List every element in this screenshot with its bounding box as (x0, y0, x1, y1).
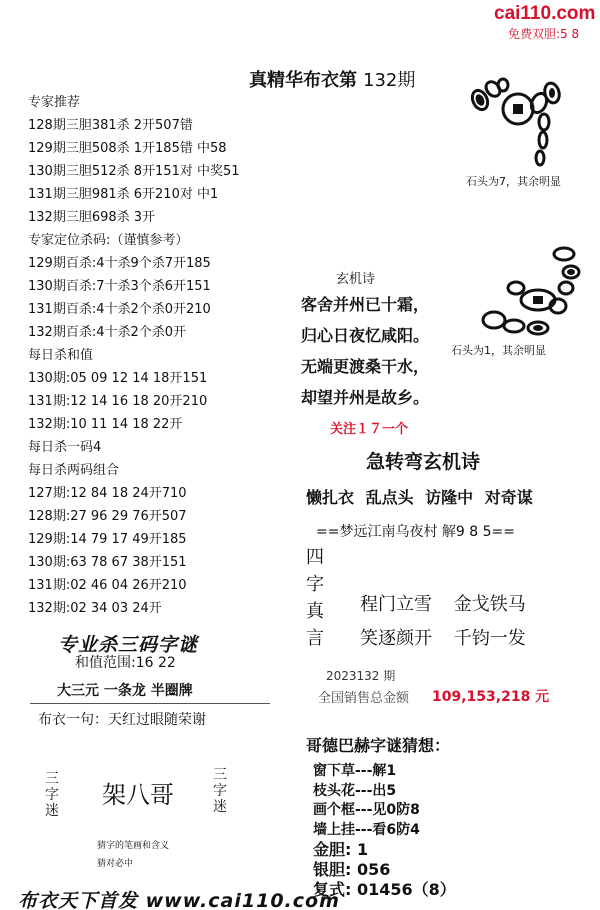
list-item: 专家定位杀码:（谨慎参考） (28, 233, 189, 248)
goedel-title: 哥德巴赫字谜猜想： (306, 736, 451, 755)
list-item: 132期:10 11 14 18 22开 (28, 417, 183, 432)
idiom-line: 程门立雪 金戈铁马 (360, 594, 526, 615)
stone1-caption: 石头为1，其余明显 (451, 344, 546, 357)
list-item: 每日杀两码组合 (28, 463, 120, 478)
page-title-text: 真精华布衣第 (249, 70, 357, 91)
list-item: 130期:63 78 67 38开151 (28, 555, 187, 570)
list-item: 131期三胆981杀 6开210对 中1 (28, 187, 219, 202)
list-item: 127期:12 84 18 24开710 (28, 486, 187, 501)
riddle-hint: 猜对必中 (97, 859, 134, 869)
kill3-riddle-title: 专业杀三码字谜 (58, 634, 199, 656)
list-item: 墙上挂---看6防4 (313, 821, 420, 838)
list-item: 画个框---见0防8 (313, 802, 420, 819)
sales-amount: 109,153,218 元 (432, 689, 550, 705)
riddle-hint: 猜字的笔画和含义 (97, 841, 170, 851)
list-item: 每日杀一码4 (28, 440, 102, 455)
free-double-tip: 免费双胆:5 8 (508, 27, 580, 41)
list-item: 枝头花---出5 (313, 782, 397, 799)
list-item: 130期三胆512杀 8开151对 中奖51 (28, 164, 240, 179)
list-item: 132期百杀:4十杀2个杀0开 (28, 325, 187, 340)
list-item: 132期三胆698杀 3开 (28, 210, 156, 225)
bend-poem-title: 急转弯玄机诗 (366, 451, 481, 473)
list-item: 129期:14 79 17 49开185 (28, 532, 187, 547)
four-word-label: 四字真言 (306, 547, 324, 649)
list-item: 130期百杀:7十杀3个杀6开151 (28, 279, 211, 294)
list-item: 金胆: 1 (313, 840, 369, 860)
list-item: 129期三胆508杀 1开185错 中58 (28, 141, 227, 156)
idiom-line: 笑逐颜开 千钧一发 (360, 628, 526, 649)
poem-line: 无端更渡桑干水， (301, 357, 430, 376)
list-item: 130期:05 09 12 14 18开151 (28, 371, 208, 386)
sales-label: 全国销售总金额 (318, 691, 410, 706)
list-item: 131期:12 14 16 18 20开210 (28, 394, 208, 409)
list-item: 窗下草---解1 (313, 763, 397, 779)
poem-line: 却望并州是故乡。 (301, 388, 430, 407)
list-item: 129期百杀:4十杀9个杀7开185 (28, 256, 211, 271)
stone7-caption: 石头为7，其余明显 (466, 175, 561, 188)
list-item: 131期百杀:4十杀2个杀0开210 (28, 302, 211, 317)
site-logo[interactable]: cai110.com (494, 3, 596, 24)
riddle-label-right: 三字迷 (213, 767, 227, 815)
page-title (249, 66, 415, 92)
poem-line: 客舍并州已十霜， (301, 295, 430, 314)
stone1-figure-icon (478, 244, 586, 340)
list-item: 128期:27 96 29 76开507 (28, 509, 187, 524)
budoi-sentence: 布衣一句：天红过眼随荣谢 (38, 712, 206, 728)
issue-number: 132期 (363, 70, 416, 91)
bend-poem-words: 懒扎衣 乱点头 访隆中 对奇谋 (306, 488, 533, 507)
list-item: 专家推荐 (28, 95, 81, 110)
slogan: 大三元 一条龙 半圈牌 (57, 683, 193, 699)
poem-line: 归心日夜忆咸阳。 (301, 326, 430, 345)
list-item: 128期三胆381杀 2开507错 (28, 118, 193, 133)
poem-note: 关注１７一个 (330, 422, 409, 437)
riddle-answer: 架八哥 (102, 781, 174, 809)
list-item: 复式: 01456（8） (313, 879, 456, 899)
stone7-figure-icon (470, 76, 570, 172)
list-item: 每日杀和值 (28, 348, 94, 363)
sales-issue: 2023132 期 (326, 669, 396, 683)
footer-banner[interactable]: 布衣天下首发 www.cai110.com (18, 890, 340, 910)
riddle-label-left: 三字迷 (45, 771, 59, 819)
list-item: 银胆: 056 (313, 859, 391, 879)
expert-recommend-list (28, 91, 298, 620)
sum-range: 和值范围:16 22 (75, 655, 176, 671)
divider (30, 703, 270, 704)
poem-title: 玄机诗 (336, 272, 376, 287)
dream-line: ==梦远江南乌夜村 解9 8 5== (316, 524, 515, 540)
list-item: 131期:02 46 04 26开210 (28, 578, 187, 593)
list-item: 132期:02 34 03 24开 (28, 601, 162, 616)
goedel-list (313, 762, 456, 899)
